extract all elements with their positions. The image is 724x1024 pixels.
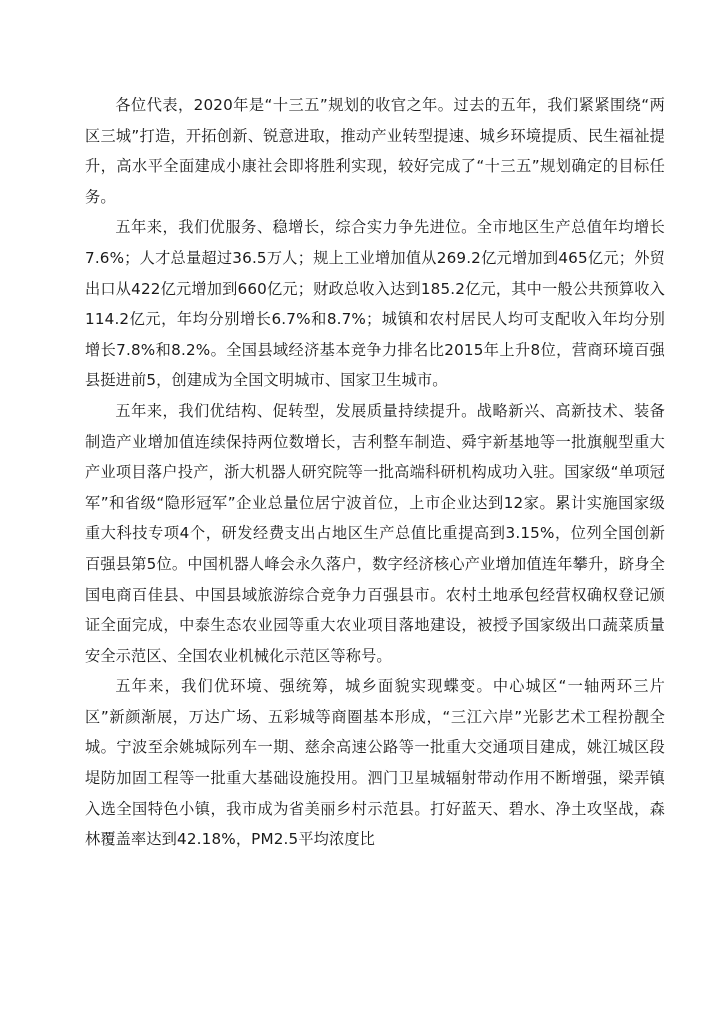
paragraph-intro: 各位代表，2020年是“十三五”规划的收官之年。过去的五年，我们紧紧围绕“两区三城”打造，开拓创新、锐意进取，推动产业转型提速、城乡环境提质、民生福祉提升，高水平全面建成小康社会即将胜利实现，较好完成了“十三五”规划确定的目标任务。 <box>85 96 665 206</box>
document-body <box>85 90 665 855</box>
paragraph-environment: 五年来，我们优环境、强统筹，城乡面貌实现蝶变。中心城区“一轴两环三片区”新颜渐展，万达广场、五彩城等商圈基本形成，“三江六岸”光影艺术工程扮靓全城。宁波至余姚城际列车一期、慈余高速公路等一批重大交通项目建成，姚江城区段堤防加固工程等一批重大基础设施投用。泗门卫星城辐射带动作用不断增强，梁弄镇入选全国特色小镇，我市成为省美丽乡村示范县。打好蓝天、碧水、净土攻坚战，森林覆盖率达到42.18%，PM2.5平均浓度比 <box>85 677 665 849</box>
paragraph-growth: 五年来，我们优服务、稳增长，综合实力争先进位。全市地区生产总值年均增长7.6%；人才总量超过36.5万人；规上工业增加值从269.2亿元增加到465亿元；外贸出口从422亿元增加到660亿元；财政总收入达到185.2亿元，其中一般公共预算收入114.2亿元，年均分别增长6.7%和8.7%；城镇和农村居民人均可支配收入年均分别增长7.8%和8.2%。全国县域经济基本竞争力排名比2015年上升8位，营商环境百强县挺进前5，创建成为全国文明城市、国家卫生城市。 <box>85 218 665 390</box>
paragraph-transformation: 五年来，我们优结构、促转型，发展质量持续提升。战略新兴、高新技术、装备制造产业增加值连续保持两位数增长，吉利整车制造、舜宇新基地等一批旗舰型重大产业项目落户投产，浙大机器人研究院等一批高端科研机构成功入驻。国家级“单项冠军”和省级“隐形冠军”企业总量位居宁波首位，上市企业达到12家。累计实施国家级重大科技专项4个，研发经费支出占地区生产总值比重提高到3.15%，位列全国创新百强县第5位。中国机器人峰会永久落户，数字经济核心产业增加值连年攀升，跻身全国电商百佳县、中国县域旅游综合竞争力百强县市。农村土地承包经营权确权登记颁证全面完成，中泰生态农业园等重大农业项目落地建设，被授予国家级出口蔬菜质量安全示范区、全国农业机械化示范区等称号。 <box>85 401 665 665</box>
